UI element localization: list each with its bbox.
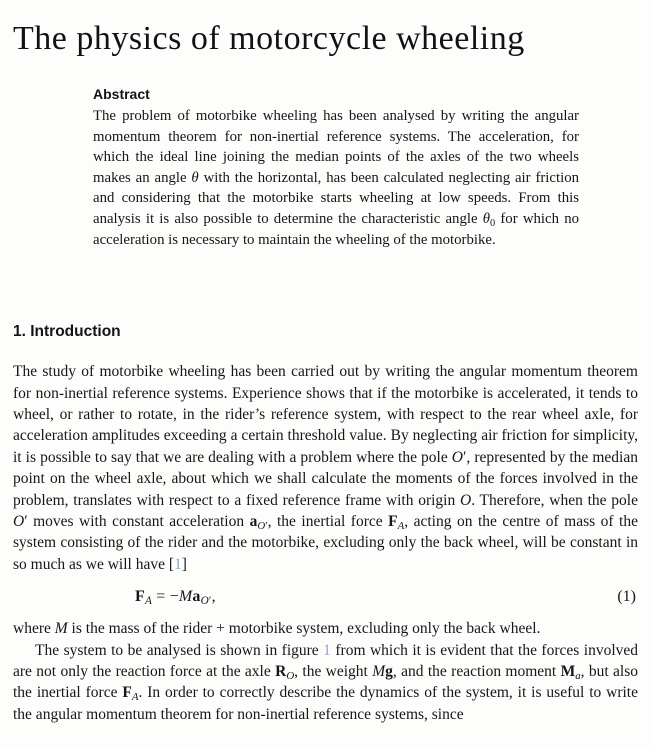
introduction-paragraph-1: The study of motorbike wheeling has been carried out by writing the angular momentum theorem for non-inertial reference systems. Experience shows that if the motorbike is accelerated, it tends to wheel, or rather to rotate, in the rider’s reference system, with respect to the rear wheel axle, for acceleration amplitudes exceeding a certain threshold value. By neglecting air friction for simplicity, it is possible to say that we are dealing with a problem where the pole O′, represented by the median point on the wheel axle, about which we shall calculate the moments of the forces involved in the problem, translates with respect to a fixed reference frame with origin O. Therefore, when the pole O′ moves with constant acceleration $a_{O'}$, the inertial force $F_A$, acting on the centre of mass of the system consisting of the rider and the motorbike, excluding only the back wheel, will be constant in so much as we will have [1] <box>13 363 638 573</box>
equation-1-number: (1) <box>617 588 636 606</box>
abstract-heading: Abstract <box>93 86 150 102</box>
figure-ref-1[interactable]: 1 <box>323 641 331 659</box>
abstract-section <box>93 85 579 250</box>
citation-ref-1[interactable]: 1 <box>174 555 182 573</box>
section-heading-introduction: 1. Introduction <box>13 323 121 341</box>
paper-title: The physics of motorcycle wheeling <box>13 20 525 57</box>
equation-1 <box>13 588 638 606</box>
introduction-paragraph-2: where M is the mass of the rider + motorbike system, excluding only the back wheel. <box>13 620 541 638</box>
equation-1-body: $F_A = -Ma_{O'}$, <box>135 588 216 608</box>
abstract-body: The problem of motorbike wheeling has been analysed by writing the angular momentum theorem for non-inertial reference systems. The acceleration, for which the ideal line joining the median points of the axles of the two wheels makes an angle θ with the horizontal, has been calculated neglecting air friction and considering that the motorbike starts wheeling at low speeds. From this analysis it is also possible to determine the characteristic angle $\theta_0$ for which no acceleration is necessary to maintain the wheeling of the motorbike. <box>93 108 579 248</box>
introduction-paragraph-3: The system to be analysed is shown in figure 1 from which it is evident that the forces involved are not only the reaction force at the axle $R_O$, the weight Mg, and the reaction moment $M_a$, but also the inertial force $F_A$. In order to correctly describe the dynamics of the system, it is useful to write the angular momentum theorem for non-inertial reference systems, since <box>13 641 639 723</box>
